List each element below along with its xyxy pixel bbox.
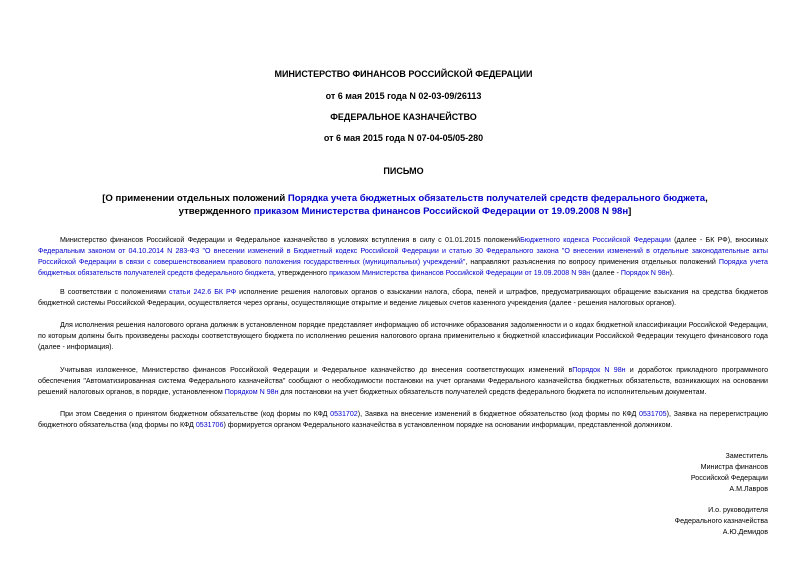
treasury-letter-date: от 6 мая 2015 года N 07-04-05/05-280 (323, 133, 484, 143)
p5-link-form-0531706[interactable]: 0531706 (195, 421, 224, 429)
p1-text-2: (далее - БК РФ), вносимых (670, 236, 768, 244)
title-text-3: ] (628, 205, 632, 217)
p1-link-procedure-98n[interactable]: Порядок N 98н (620, 269, 670, 277)
p1-text-4: , утвержденного (273, 269, 330, 277)
p4-text-3: для постановки на учет бюджетных обязательств получателей средств федерального бюджета по исполнительным документам. (278, 388, 707, 396)
document-title (90, 193, 720, 218)
p1-link-budget-code[interactable]: Бюджетного кодекса Российской Федерации (520, 236, 671, 244)
p4-text-2: и доработок прикладного программного обеспечения "Автоматизированная система Федерального казначейства" сообщают о необходимости постановки на учет органами Федерального казначейства бюджетных обязательств, возникающих на основании решений налоговых органов, в порядке, установленном (38, 366, 769, 396)
signature2-organization: Федерального казначейства (674, 517, 768, 525)
p4-text-1: Учитывая изложенное, Министерство финансов Российской Федерации и Федеральное казначейство до внесения соответствующих изменений в (60, 366, 573, 374)
title-text-1: [О применении отдельных положений (102, 193, 288, 204)
p5-text-3: ), Заявка на перерегистрацию бюджетного обязательства (код формы по КФД (38, 410, 769, 429)
ministry-name: МИНИСТЕРСТВО ФИНАНСОВ РОССИЙСКОЙ ФЕДЕРАЦИИ (274, 69, 533, 79)
p2-text-2: исполнение решения налоговых органов о взыскании налога, сбора, пеней и штрафов, предусматривающих обращение взыскания на средства бюджетов бюджетной системы Российской Федерации, осуществляется через органы, осуществляющие открытие и ведение лицевых счетов казенного учреждения (далее - решения налоговых органов). (38, 288, 768, 307)
paragraph-3 (38, 320, 768, 353)
signature2-name: А.Ю.Демидов (722, 528, 768, 536)
paragraph-5 (38, 409, 768, 431)
paragraph-4 (38, 365, 768, 398)
p1-text-6: ). (669, 269, 675, 277)
p1-text-5: (далее - (590, 269, 621, 277)
p5-link-form-0531702[interactable]: 0531702 (330, 410, 358, 418)
p5-text-4: ) формируется органом Федерального казначейства в установленном порядке на основании информации, представленной должником. (223, 421, 673, 429)
signature2-position: И.о. руководителя (708, 506, 768, 514)
document-type: ПИСЬМО (383, 166, 424, 176)
title-link-procedure[interactable]: Порядка учета бюджетных обязательств получателей средств федерального бюджета (287, 193, 706, 204)
p5-text-1: При этом Сведения о принятом бюджетном обязательстве (код формы по КФД (60, 410, 331, 418)
p5-text-2: ), Заявка на внесение изменений в бюджетное обязательство (код формы по КФД (357, 410, 639, 418)
paragraph-2 (38, 287, 768, 309)
title-text-2: , утвержденного (178, 193, 708, 217)
treasury-name: ФЕДЕРАЛЬНОЕ КАЗНАЧЕЙСТВО (330, 112, 477, 122)
signature1-position: Заместитель (725, 452, 768, 460)
signature1-country: Российской Федерации (690, 474, 768, 482)
p2-link-article[interactable]: статьи 242.6 БК РФ (169, 288, 237, 296)
signature-block-treasury (675, 505, 768, 538)
p1-link-federal-law[interactable]: Федеральным законом от 04.10.2014 N 283-ФЗ "О внесении изменений в Бюджетный кодекс Российской Федерации и статью 30 Федерального закона "О внесении изменений в отдельные законодательные акты Российской Федерации в связи с совершенствованием правового положения государственных (муниципальных) учреждений" (38, 247, 768, 266)
p1-text-1: Министерство финансов Российской Федерации и Федеральное казначейство в условиях вступления в силу с 01.01.2015 положений (60, 236, 521, 244)
p5-link-form-0531705[interactable]: 0531705 (639, 410, 667, 418)
title-link-order[interactable]: приказом Министерства финансов Российской Федерации от 19.09.2008 N 98н (253, 205, 629, 217)
p1-link-procedure[interactable]: Порядка учета бюджетных обязательств получателей средств федерального бюджета (38, 258, 768, 277)
paragraph-1 (38, 235, 768, 279)
p4-link-procedure-98n-2[interactable]: Порядком N 98н (224, 388, 279, 396)
p4-link-procedure-98n[interactable]: Порядок N 98н (572, 366, 626, 374)
signature1-ministry: Министра финансов (700, 463, 768, 471)
ministry-letter-date: от 6 мая 2015 года N 02-03-09/26113 (325, 91, 482, 101)
signature1-name: А.М.Лавров (729, 485, 768, 493)
p3-text-1: Для исполнения решения налогового органа должник в установленном порядке представляет информацию об источнике образования задолженности и о кодах бюджетной классификации Российской Федерации, по которым должны быть произведены расходы соответствующего бюджета по исполнению решения налогового органа применительно к бюджетной классификации Российской Федерации текущего финансового года (далее - информация). (38, 321, 768, 351)
p1-link-order[interactable]: приказом Министерства финансов Российской Федерации от 19.09.2008 N 98н (329, 269, 591, 277)
p2-text-1: В соответствии с положениями (60, 288, 170, 296)
p1-text-3: , направляют разъяснения по вопросу применения отдельных положений (465, 258, 719, 266)
signature-block-minfin (691, 451, 768, 495)
